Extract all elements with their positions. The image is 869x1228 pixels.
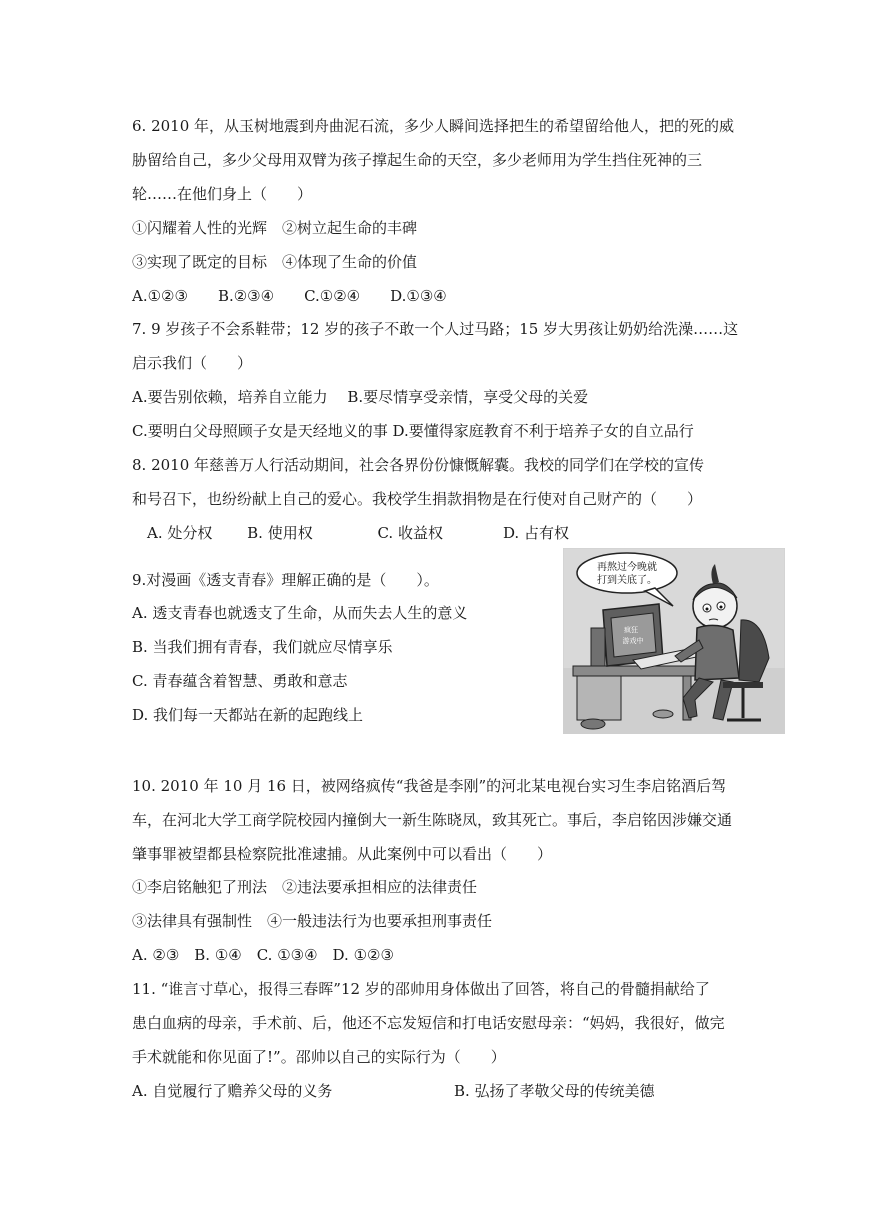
q9-stem: 9.对漫画《透支青春》理解正确的是（ ）。 [132, 571, 439, 589]
q10-stem-line3: 肇事罪被望都县检察院批准逮捕。从此案例中可以看出（ ） [132, 845, 553, 863]
q10-statement-34: ③法律具有强制性 ④一般违法行为也要承担刑事责任 [132, 912, 493, 930]
cartoon-bubble-text-1: 再熬过今晚就 [597, 562, 657, 573]
q9-option-d: D. 我们每一天都站在新的起跑线上 [132, 706, 364, 724]
q10-stem-line1: 10. 2010 年 10 月 16 日，被网络疯传“我爸是李刚”的河北某电视台实习生李启铭酒后驾 [132, 777, 727, 795]
cartoon-screen-text-2: 游戏中 [622, 637, 644, 645]
q7-stem-line1: 7. 9 岁孩子不会系鞋带；12 岁的孩子不敢一个人过马路；15 岁大男孩让奶奶给洗澡……这 [132, 320, 739, 338]
q10-choices: A. ②③ B. ①④ C. ①③④ D. ①②③ [132, 946, 394, 964]
cartoon-bubble-text-2: 打到关底了。 [597, 575, 657, 586]
q11-choice-a: A. 自觉履行了赡养父母的义务 [132, 1082, 333, 1100]
q6-stem-line1: 6. 2010 年，从玉树地震到舟曲泥石流，多少人瞬间选择把生的希望留给他人，把的死的威 [132, 117, 735, 135]
q11-choice-b: B. 弘扬了孝敬父母的传统美德 [454, 1082, 655, 1100]
cartoon-overdraft-youth [563, 548, 785, 734]
q8-stem-line2: 和号召下，也纷纷献上自己的爱心。我校学生捐款捐物是在行使对自己财产的（ ） [132, 490, 703, 508]
q7-choices-cd: C.要明白父母照顾子女是天经地义的事 D.要懂得家庭教育不利于培养子女的自立品行 [132, 422, 694, 440]
q10-stem-line2: 车，在河北大学工商学院校园内撞倒大一新生陈晓凤，致其死亡。事后，李启铭因涉嫌交通 [132, 811, 733, 829]
q7-choices-ab: A.要告别依赖，培养自立能力 B.要尽情享受亲情，享受父母的关爱 [132, 388, 589, 406]
q9-option-c: C. 青春蕴含着智慧、勇敢和意志 [132, 672, 348, 690]
q9-option-b: B. 当我们拥有青春，我们就应尽情享乐 [132, 638, 393, 656]
q8-stem-line1: 8. 2010 年慈善万人行活动期间，社会各界份份慷慨解囊。我校的同学们在学校的宣传 [132, 456, 705, 474]
q6-statement-34: ③实现了既定的目标 ④体现了生命的价值 [132, 253, 418, 271]
q6-stem-line2: 胁留给自己，多少父母用双臂为孩子撑起生命的天空，多少老师用为学生挡住死神的三 [132, 151, 703, 169]
q10-statement-12: ①李启铭触犯了刑法 ②违法要承担相应的法律责任 [132, 878, 478, 896]
q11-stem-line3: 手术就能和你见面了!”。邵帅以自己的实际行为（ ） [132, 1048, 506, 1066]
q7-stem-line2: 启示我们（ ） [132, 354, 253, 372]
q11-stem-line2: 患白血病的母亲，手术前、后，他还不忘发短信和打电话安慰母亲：“妈妈，我很好，做完 [132, 1014, 725, 1032]
q6-statement-12: ①闪耀着人性的光辉 ②树立起生命的丰碑 [132, 219, 418, 237]
q9-option-a: A. 透支青春也就透支了生命，从而失去人生的意义 [132, 604, 468, 622]
cartoon-screen-text-1: 疯狂 [624, 626, 638, 634]
q6-choices: A.①②③ B.②③④ C.①②④ D.①③④ [132, 287, 447, 305]
q6-stem-line3: 轮……在他们身上（ ） [132, 185, 313, 203]
q11-stem-line1: 11. “谁言寸草心，报得三春晖”12 岁的邵帅用身体做出了回答，将自己的骨髓捐献给了 [132, 980, 710, 998]
q8-choices: A. 处分权 B. 使用权 C. 收益权 D. 占有权 [132, 524, 569, 542]
